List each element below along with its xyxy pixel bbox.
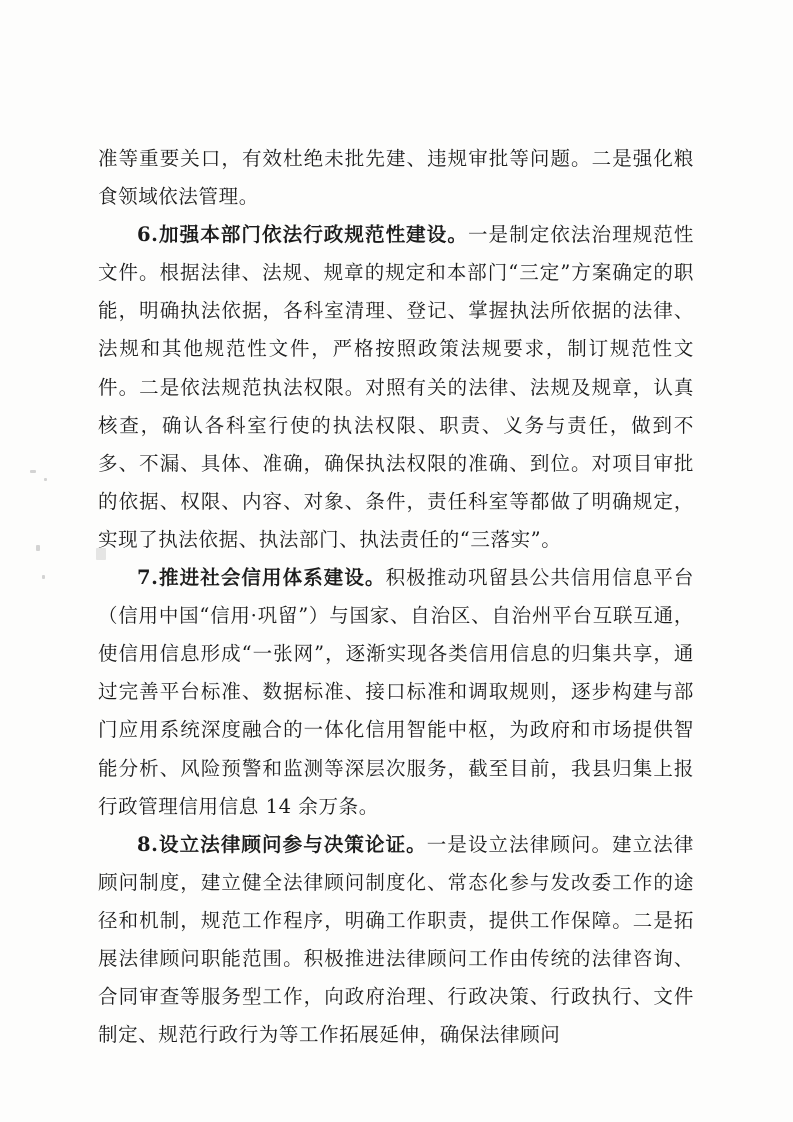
- scan-speck: [30, 470, 36, 473]
- section-heading: 6.加强本部门依法行政规范性建设。: [137, 223, 468, 247]
- scan-speck: [44, 478, 47, 481]
- section-heading: 7.推进社会信用体系建设。: [137, 566, 386, 590]
- paragraph-section-6: [98, 216, 694, 559]
- paragraph-text: 一是设立法律顾问。建立法律顾问制度，建立健全法律顾问制度化、常态化参与发改委工作的途径和机制，规范工作程序，明确工作职责，提供工作保障。二是拓展法律顾问职能范围。积极推进法律顾问工作由传统的法律咨询、合同审查等服务型工作，向政府治理、行政决策、行政执行、文件制定、规范行政行为等工作拓展延伸，确保法律顾问: [98, 832, 694, 1047]
- paragraph-section-8: [98, 826, 694, 1055]
- section-heading: 8.设立法律顾问参与决策论证。: [137, 832, 427, 856]
- scan-speck: [36, 545, 40, 551]
- paragraph-continuation: [98, 140, 694, 216]
- scan-speck: [42, 575, 45, 579]
- paragraph-text: 一是制定依法治理规范性文件。根据法律、法规、规章的规定和本部门“三定”方案确定的职能，明确执法依据，各科室清理、登记、掌握执法所依据的法律、法规和其他规范性文件，严格按照政策法规要求，制订规范性文件。二是依法规范执法权限。对照有关的法律、法规及规章，认真核查，确认各科室行使的执法权限、职责、义务与责任，做到不多、不漏、具体、准确，确保执法权限的准确、到位。对项目审批的依据、权限、内容、对象、条件，责任科室等都做了明确规定，实现了执法依据、执法部门、执法责任的“三落实”。: [98, 223, 694, 551]
- paragraph-section-7: [98, 559, 694, 826]
- paragraph-text: 积极推动巩留县公共信用信息平台（信用中国“信用·巩留”）与国家、自治区、自治州平台互联互通，使信用信息形成“一张网”，逐渐实现各类信用信息的归集共享，通过完善平台标准、数据标准、接口标准和调取规则，逐步构建与部门应用系统深度融合的一体化信用智能中枢，为政府和市场提供智能分析、风险预警和监测等深层次服务，截至目前，我县归集上报行政管理信用信息 14 余万条。: [98, 566, 694, 818]
- paragraph-text: 准等重要关口，有效杜绝未批先建、违规审批等问题。二是强化粮食领域依法管理。: [98, 147, 694, 209]
- document-body: [98, 140, 694, 1054]
